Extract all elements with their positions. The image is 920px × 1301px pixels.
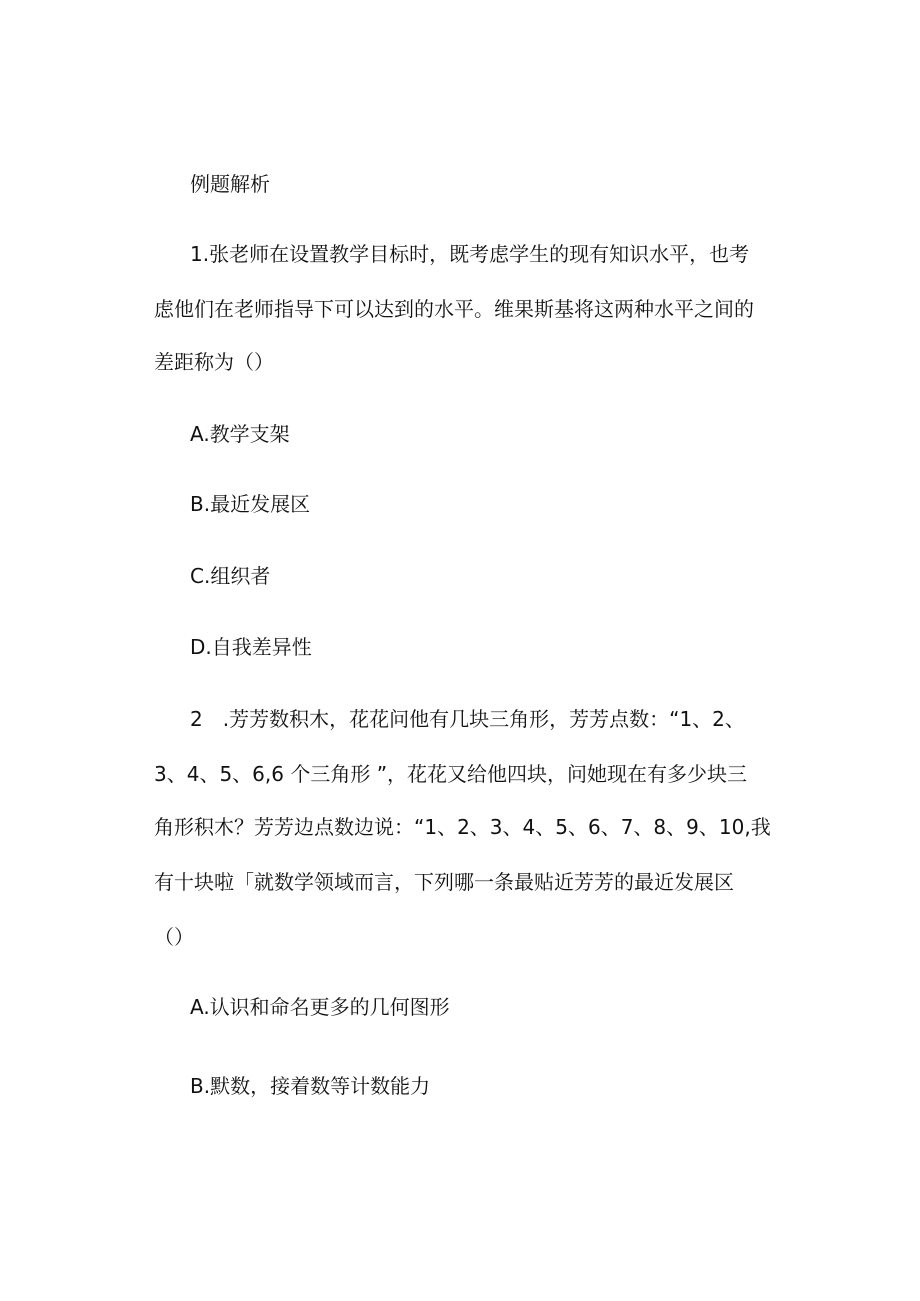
question-2-option-b: B.默数，接着数等计数能力	[190, 1074, 431, 1098]
question-2-line-5: （）	[154, 925, 194, 949]
question-2-line-3: 角形积木？芳芳边点数边说：“1、2、3、4、5、6、7、8、9、10,我	[154, 815, 771, 839]
question-1-option-d: D.自我差异性	[190, 635, 312, 659]
question-1-line-2: 虑他们在老师指导下可以达到的水平。维果斯基将这两种水平之间的	[154, 297, 754, 321]
section-heading: 例题解析	[190, 172, 270, 196]
question-2-line-4: 有十块啦「就数学领域而言，下列哪一条最贴近芳芳的最近发展区	[154, 870, 734, 894]
question-2-option-a: A.认识和命名更多的几何图形	[190, 995, 450, 1019]
question-1-option-c: C.组织者	[190, 564, 271, 588]
question-1-option-a: A.教学支架	[190, 422, 290, 446]
question-1-line-3: 差距称为（）	[154, 350, 274, 374]
question-2-line-1: 2 .芳芳数积木，花花问他有几块三角形，芳芳点数：“1、2、	[190, 707, 745, 731]
question-2-line-2: 3、4、5、6,6 个三角形 ”，花花又给他四块，问她现在有多少块三	[154, 762, 748, 786]
question-1-line-1: 1.张老师在设置教学目标时，既考虑学生的现有知识水平，也考	[190, 242, 750, 266]
question-1-option-b: B.最近发展区	[190, 492, 311, 516]
